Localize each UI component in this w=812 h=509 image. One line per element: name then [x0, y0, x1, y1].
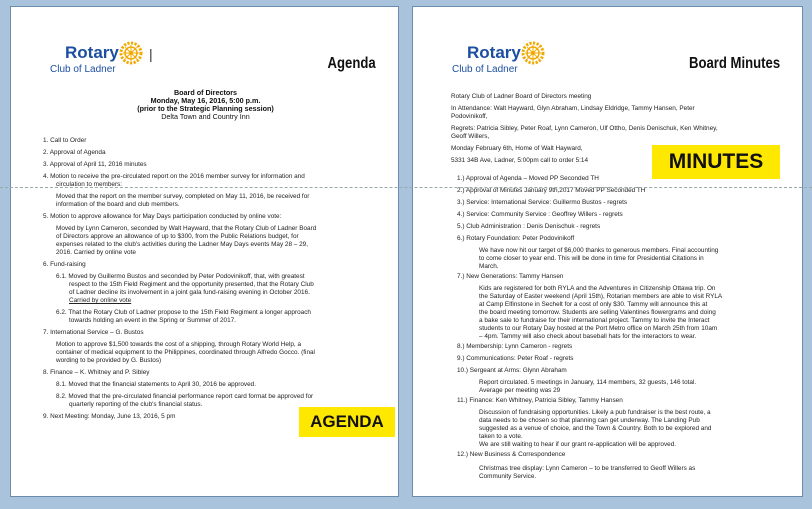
minutes-item: – 4pm. Tammy will also check about baseball hats for the interactors to wear. — [479, 333, 697, 340]
minutes-item: 8.) Membership: Lynn Cameron - regrets — [457, 343, 573, 350]
minutes-item: March. — [479, 263, 499, 270]
agenda-item: circulation to members: — [56, 181, 123, 188]
minutes-item: Christmas tree display: Lynn Cameron – to be transferred to Geoff Willers as — [479, 465, 696, 472]
minutes-item: 5.) Club Administration : Denis Denischuk - regrets — [457, 223, 601, 230]
logo-name: Rotary — [65, 43, 119, 62]
agenda-item: 5. Motion to approve allowance for May Days participation conducted by online vote: — [43, 213, 282, 220]
logo-subtitle: Club of Ladner — [452, 64, 518, 75]
meeting-heading-4: Delta Town and Country Inn — [161, 112, 250, 121]
minutes-item: the Saturday of Easter weekend (April 15th), Rotarian members are able to visit RYLA — [479, 293, 723, 300]
meeting-heading-1: Board of Directors — [173, 88, 238, 97]
agenda-item: 3. Approval of April 11, 2016 minutes — [43, 161, 147, 168]
agenda-item: wording to be provided by G. Bustos) — [56, 357, 162, 364]
agenda-item: respect to the 15th Field Regiment and the opportunity presented, that the Rotary Club — [69, 281, 314, 288]
minutes-item: 7.) New Generations: Tammy Hansen — [457, 273, 564, 280]
rotary-wheel-icon — [119, 41, 143, 65]
minutes-item: Community Service. — [479, 473, 537, 480]
minutes-item: Report circulated. 5 meetings in January, 114 members, 32 guests, 146 total. — [479, 379, 697, 386]
minutes-item: 11.) Finance: Ken Whitney, Patricia Sibley, Tammy Hansen — [457, 397, 623, 404]
minutes-item: at Camp Elfinstone in Sechelt for a cost of only $30. Tammy will announce this at — [479, 301, 708, 308]
minutes-stamp-label: MINUTES — [652, 145, 780, 179]
agenda-item: expenses related to the club's activities during the Ladner May Days events May 28 – 29, — [56, 241, 309, 248]
agenda-document — [10, 6, 399, 497]
minutes-item: 10.) Sergeant at Arms: Glynn Abraham — [457, 367, 567, 374]
agenda-item: 4. Motion to receive the pre-circulated report on the 2016 member survey for information and — [43, 173, 305, 180]
rotary-wheel-icon — [521, 41, 545, 65]
agenda-item: towards holding an event in the Spring or Summer of 2017. — [69, 317, 236, 324]
minutes-item: 1.) Approval of Agenda – Moved PP Seconded TH — [457, 175, 599, 182]
agenda-item: container of medical equipment to the Philippines, coordinated through Alfredo Gocco. (final — [56, 349, 315, 356]
agenda-item: 2. Approval of Agenda — [43, 149, 106, 156]
minutes-item: taken to a vote. — [479, 433, 523, 440]
agenda-item: 6. Fund-raising — [43, 261, 86, 268]
minutes-line: Rotary Club of Ladner Board of Directors meeting — [451, 93, 592, 100]
minutes-item: Kids are registered for both RYLA and the Adventures in Citizenship Ottawa trip. On — [479, 285, 716, 292]
logo-subtitle: Club of Ladner — [50, 64, 116, 75]
agenda-item: 2016. Carried by online vote — [56, 249, 136, 256]
minutes-item: 9.) Communications: Peter Roaf - regrets — [457, 355, 574, 362]
agenda-stamp-label: AGENDA — [299, 407, 395, 437]
agenda-item: Moved by Lynn Cameron, seconded by Walt Hayward, that the Rotary Club of Ladner Board — [56, 225, 317, 232]
agenda-item: Motion to approve $1,500 towards the cost of a shipping, through Rotary World Help, a — [56, 341, 301, 348]
minutes-line: Geoff Willers, — [451, 133, 490, 140]
logo-divider: | — [149, 46, 153, 62]
minutes-item: Discussion of fundraising opportunities. Likely a pub fundraiser is the best route, a — [479, 409, 711, 416]
agenda-item: 6.2. That the Rotary Club of Ladner propose to the 15th Field Regiment a longer approach — [56, 309, 311, 316]
minutes-document — [412, 6, 803, 497]
meeting-heading-2: Monday, May 16, 2016, 5:00 p.m. — [150, 96, 261, 105]
rotary-logo — [451, 41, 601, 81]
minutes-item: a bake sale to fundraise for their international project. Tammy to invite the Interact — [479, 317, 710, 324]
minutes-item: suggested as a venue of choice, and the Town & Country. Both to be explored and — [479, 425, 712, 432]
minutes-item: 12.) New Business & Correspondence — [457, 451, 566, 458]
minutes-item: We are still waiting to hear if our grant re-application will be approved. — [479, 441, 677, 448]
minutes-item: Average per meeting was 29 — [479, 387, 561, 394]
minutes-item: to come closer to year end. This will be done in time for Presidential Citations in — [479, 255, 704, 262]
agenda-item: 7. International Service – G. Bustos — [43, 329, 144, 336]
agenda-item: information of the board and club members. — [56, 201, 180, 208]
agenda-title: Agenda — [327, 55, 376, 72]
agenda-item: 8.1. Moved that the financial statements to April 30, 2016 be approved. — [56, 381, 257, 388]
meeting-heading-3: (prior to the Strategic Planning session) — [137, 104, 274, 113]
agenda-item: of Ladner decline its involvement in a joint gala fund-raising evening in October 2016. — [69, 289, 310, 296]
minutes-line: Monday February 6th, Home of Walt Hayward, — [451, 145, 583, 152]
agenda-item: Carried by online vote — [69, 297, 132, 304]
minutes-title: Board Minutes — [688, 55, 780, 72]
minutes-item: the board meeting tomorrow. Students are selling Valentines flowergrams and doing — [479, 309, 716, 316]
minutes-line: Podovinikoff, — [451, 113, 488, 120]
minutes-item: We have now hit our target of $6,000 thanks to generous members. Final accounting — [479, 247, 719, 254]
minutes-item: data needs to be chosen so that planning can get underway. The Landing Pub — [479, 417, 700, 424]
minutes-line: Regrets: Patricia Sibley, Peter Roaf, Lynn Cameron, Ulf Ottho, Denis Denischuk, Ken Whitney, — [451, 125, 718, 132]
agenda-item: 6.1. Moved by Guillermo Bustos and seconded by Peter Podovinikoff, that, with greatest — [56, 273, 305, 280]
minutes-item: 2.) Approval of Minutes January 9th,2017 Moved PP Seconded TH — [457, 187, 646, 194]
logo-name: Rotary — [467, 43, 521, 62]
minutes-item: 4.) Service: Community Service : Geoffrey Willers - regrets — [457, 211, 623, 218]
agenda-item: Moved that the report on the member survey, completed on May 11, 2016, be received for — [56, 193, 310, 200]
agenda-item: of Directors approve an allowance of up to $300, from the Public Relations budget, for — [56, 233, 299, 240]
minutes-item: students to our Rotary Day hosted at the Port Metro office on March 25th from 10am — [479, 325, 718, 332]
rotary-logo — [49, 41, 199, 81]
agenda-item: 1. Call to Order — [43, 137, 87, 144]
minutes-item: 3.) Service: International Service: Guillermo Bustos - regrets — [457, 199, 628, 206]
dashed-divider — [0, 187, 812, 188]
agenda-item: 8. Finance – K. Whitney and P. Sibley — [43, 369, 150, 376]
agenda-item: quarterly reporting of the club's financial status. — [69, 401, 203, 408]
minutes-line: In Attendance: Walt Hayward, Glyn Abraham, Lindsay Eldridge, Tammy Hansen, Peter — [451, 105, 695, 112]
agenda-item: 9. Next Meeting: Monday, June 13, 2016, 5 pm — [43, 413, 176, 420]
minutes-item: 6.) Rotary Foundation: Peter Podovinikoff — [457, 235, 575, 242]
agenda-item: 8.2. Moved that the pre-circulated financial performance report card format be approved for — [56, 393, 314, 400]
minutes-line: 5331 34B Ave, Ladner, 5:00pm call to order 5:14 — [451, 157, 589, 164]
